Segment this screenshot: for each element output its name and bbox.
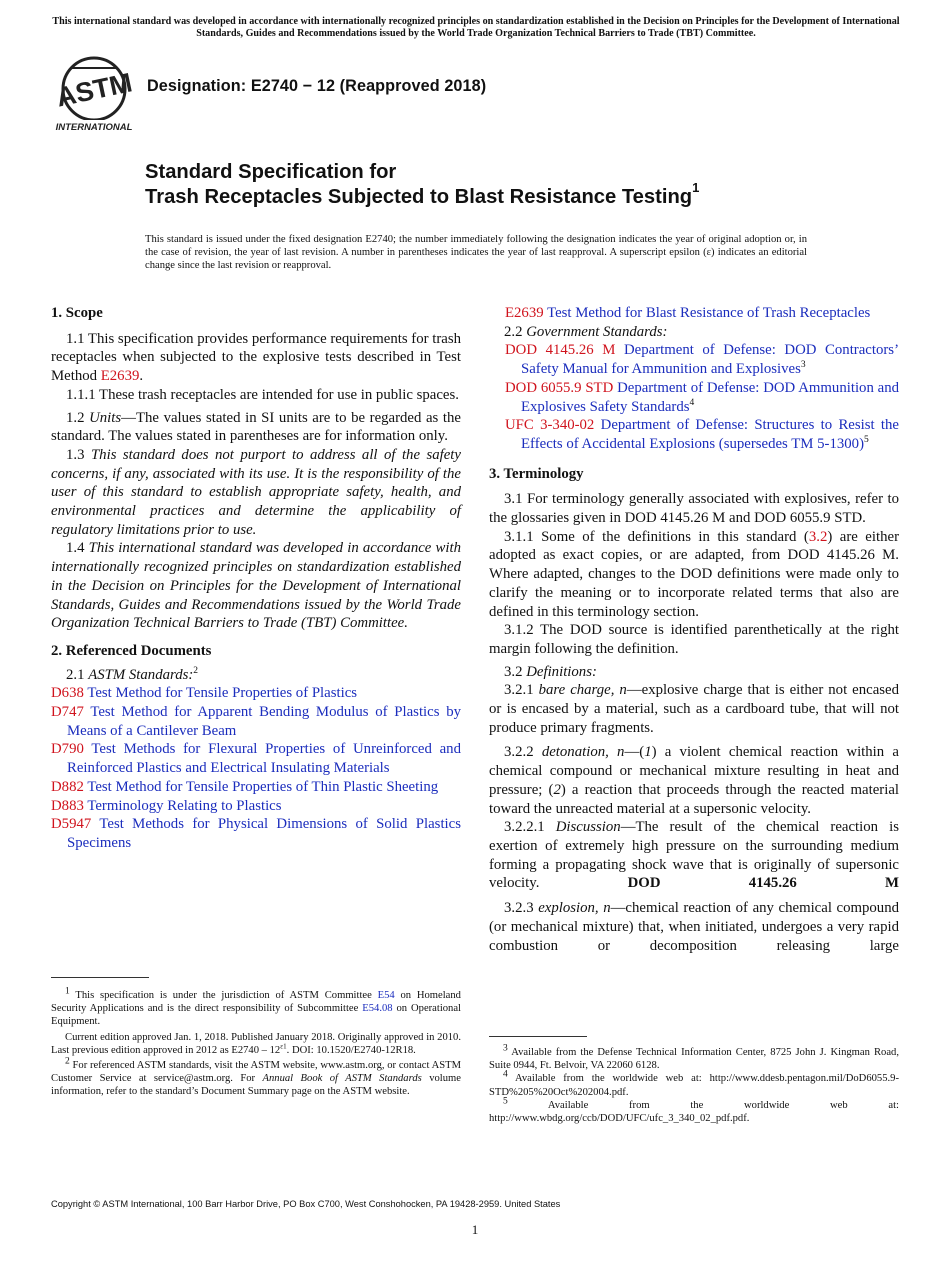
footnote-1-edition: Current edition approved Jan. 1, 2018. Published January 2018. Originally approved in 2010. Last previous edition approved in 2012 as $E2740 - 12^{\varepsilon 1}$. DOI: 10.1520/E2740-12R18. bbox=[51, 1031, 461, 1056]
footnote-3: $^3$ Available from the Defense Technical Information Center, 8725 John J. Kingman Road, Suite 0944, Ft. Belvoir, VA 22060 6128. bbox=[489, 1043, 899, 1072]
link-3-2[interactable]: 3.2 bbox=[808, 528, 828, 545]
paragraph-3-1-1: 3.1.1 Some of the definitions in this standard (3.2) are either adopted as exact copies, or are adapted, from DOD 4145.26 M. Where adapted, changes to the DOD definitions were made only to clarify the meaning or to incorporate related terms that also are defined in this terminology section. bbox=[489, 528, 899, 620]
reference-item[interactable]: E2639 Test Method for Blast Resistance of Trash Receptacles bbox=[505, 305, 871, 321]
discussion-detonation: 3.2.2.1 Discussion—The result of the chemical reaction is exertion of extremely high pressure on the surrounding medium forming a propagating shock wave that is originally of supersonic velocity. DOD 4145.26 M bbox=[489, 819, 899, 892]
section-heading-scope: 1. Scope bbox=[51, 305, 103, 321]
reference-item[interactable]: D638 Test Method for Tensile Properties of Plastics bbox=[51, 685, 358, 702]
title-footnote-ref[interactable]: 1 bbox=[692, 180, 700, 196]
astm-logo bbox=[50, 56, 138, 134]
footnote-1: $^1$ This specification is under the jurisdiction of ASTM Committee E54 on Homeland Security Applications and is the direct responsibility of Subcommittee E54.08 on Operational Equipment. bbox=[51, 986, 461, 1028]
paragraph-1-2: 1.2 Units—The values stated in SI units are to be regarded as the standard. The values stated in parentheses are for information only. bbox=[51, 409, 461, 445]
page-number: 1 bbox=[471, 1222, 479, 1237]
source-dod: DOD 4145.26 M bbox=[627, 875, 899, 892]
gov-reference-item[interactable]: DOD 6055.9 STD Department of Defense: DOD Ammunition and Explosives Safety Standards$^4$ bbox=[505, 379, 899, 415]
paragraph-1-4: 1.4 This international standard was developed in accordance with internationally recognized principles on standardization established in the Decision on Principles for the Development of International Standards, Guides and Recommendations issued by the World Trade Organization Technical Barriers to Trade (TBT) Committee. bbox=[51, 540, 461, 632]
gov-reference-item[interactable]: DOD 4145.26 M Department of Defense: DOD Contractors’ Safety Manual for Ammunition and Explosives$^3$ bbox=[505, 342, 899, 378]
right-column bbox=[489, 304, 899, 955]
copyright: Copyright © ASTM International, 100 Barr Harbor Drive, PO Box C700, West Conshohocken, PA 19428-2959. United States bbox=[51, 1199, 561, 1209]
paragraph-1-3: 1.3 This standard does not purport to address all of the safety concerns, if any, associated with its use. It is the responsibility of the user of this standard to establish appropriate safety, health, and environmental practices and determine the applicability of regulatory limitations prior to use. bbox=[51, 446, 461, 538]
document-title bbox=[145, 160, 699, 210]
title-line-2: Trash Receptacles Subjected to Blast Resistance Testing$^1$ bbox=[145, 180, 700, 208]
reference-item[interactable]: D5947 Test Methods for Physical Dimensions of Solid Plastics Specimens bbox=[51, 816, 461, 851]
footnote-2: $^2$ For referenced ASTM standards, visit the ASTM website, www.astm.org, or contact ASTM Customer Service at service@astm.org. For Annual Book of ASTM Standards volume information, refer to the standard’s Document Summary page on the ASTM website. bbox=[51, 1056, 462, 1098]
footnote-rule bbox=[51, 977, 149, 978]
paragraph-3-2: 3.2 Definitions: bbox=[504, 663, 597, 680]
left-column bbox=[51, 304, 461, 853]
section-heading-terminology: 3. Terminology bbox=[489, 465, 584, 482]
reference-item[interactable]: D747 Test Method for Apparent Bending Modulus of Plastics by Means of a Cantilever Beam bbox=[51, 704, 461, 739]
title-line-1: Standard Specification for bbox=[145, 161, 397, 183]
footnote-4: $^4$ Available from the worldwide web at: http://www.ddesb.pentagon.mil/DoD6055.9-STD%205%20Oct%202004.pdf. bbox=[489, 1069, 899, 1098]
footnotes-left bbox=[51, 986, 462, 1099]
reference-item[interactable]: D883 Terminology Relating to Plastics bbox=[51, 797, 282, 814]
gov-reference-item[interactable]: UFC 3-340-02 Department of Defense: Structures to Resist the Effects of Accidental Explosions (supersedes TM 5-1300)$^5$ bbox=[505, 417, 899, 452]
paragraph-1-1: 1.1 This specification provides performance requirements for trash receptacles when subjected to the explosive tests described in Test Method E2639. bbox=[51, 330, 462, 385]
definition-bare-charge: 3.2.1 bare charge, n—explosive charge that is either not encased or is encased by a material, such as a cardboard tube, that will not produce primary fragments. bbox=[489, 682, 900, 736]
paragraph-2-2: 2.2 Government Standards: bbox=[504, 323, 668, 340]
link-e54[interactable]: E54 bbox=[377, 990, 395, 1001]
footnote-5: $^5$ Available from the worldwide web at: http://www.wbdg.org/ccb/DOD/UFC/ufc_3_340_02_pdf.pdf. bbox=[489, 1096, 899, 1125]
paragraph-1-1-1: 1.1.1 These trash receptacles are intended for use in public spaces. bbox=[66, 386, 459, 403]
paragraph-3-1: 3.1 For terminology generally associated with explosives, refer to the glossaries given in DOD 4145.26 M and DOD 6055.9 STD. bbox=[489, 491, 899, 527]
intro-paragraph: This standard is issued under the fixed designation E2740; the number immediately following the designation indicates the year of original adoption or, in the case of revision, the year of last revision. A number in parentheses indicates the year of last reapproval. A superscript epsilon (ε) indicates an editorial change since the last revision or reapproval. bbox=[145, 234, 807, 271]
designation: Designation: E2740 − 12 (Reapproved 2018) bbox=[147, 77, 487, 95]
paragraph-2-1: 2.1 ASTM Standards:$^2$ bbox=[66, 665, 199, 683]
section-heading-referenced-documents: 2. Referenced Documents bbox=[51, 642, 212, 659]
header-note: This international standard was developed in accordance with internationally recognized principles on standardization established in the Decision on Principles for the Development of International Standards, Guides and Recommendations issued by the World Trade Organization Technical Barriers to Trade (TBT) Committee. bbox=[52, 16, 900, 40]
svg-text:ASTM: ASTM bbox=[53, 67, 135, 113]
definition-detonation: 3.2.2 detonation, n—(1) a violent chemical reaction within a chemical compound or mechanical mixture resulting in heat and pressure; (2) a reaction that proceeds through the reacted material toward the unreacted material at a supersonic velocity. bbox=[489, 744, 899, 817]
svg-text:INTERNATIONAL: INTERNATIONAL bbox=[55, 122, 133, 133]
link-e2639[interactable]: E2639 bbox=[100, 368, 140, 385]
link-e54-08[interactable]: E54.08 bbox=[362, 1003, 393, 1015]
reference-item[interactable]: D790 Test Methods for Flexural Properties of Unreinforced and Reinforced Plastics and Electrical Insulating Materials bbox=[51, 741, 461, 777]
reference-item[interactable]: D882 Test Method for Tensile Properties of Thin Plastic Sheeting bbox=[51, 778, 439, 795]
definition-explosion: 3.2.3 explosion, n—chemical reaction of any chemical compound (or mechanical mixture) that, when initiated, undergoes a very rapid combustion or decomposition releasing large bbox=[489, 900, 899, 954]
footnote-rule bbox=[489, 1036, 587, 1037]
paragraph-3-1-2: 3.1.2 The DOD source is identified parenthetically at the right margin following the definition. bbox=[489, 622, 899, 657]
footnotes-right bbox=[489, 1043, 899, 1125]
